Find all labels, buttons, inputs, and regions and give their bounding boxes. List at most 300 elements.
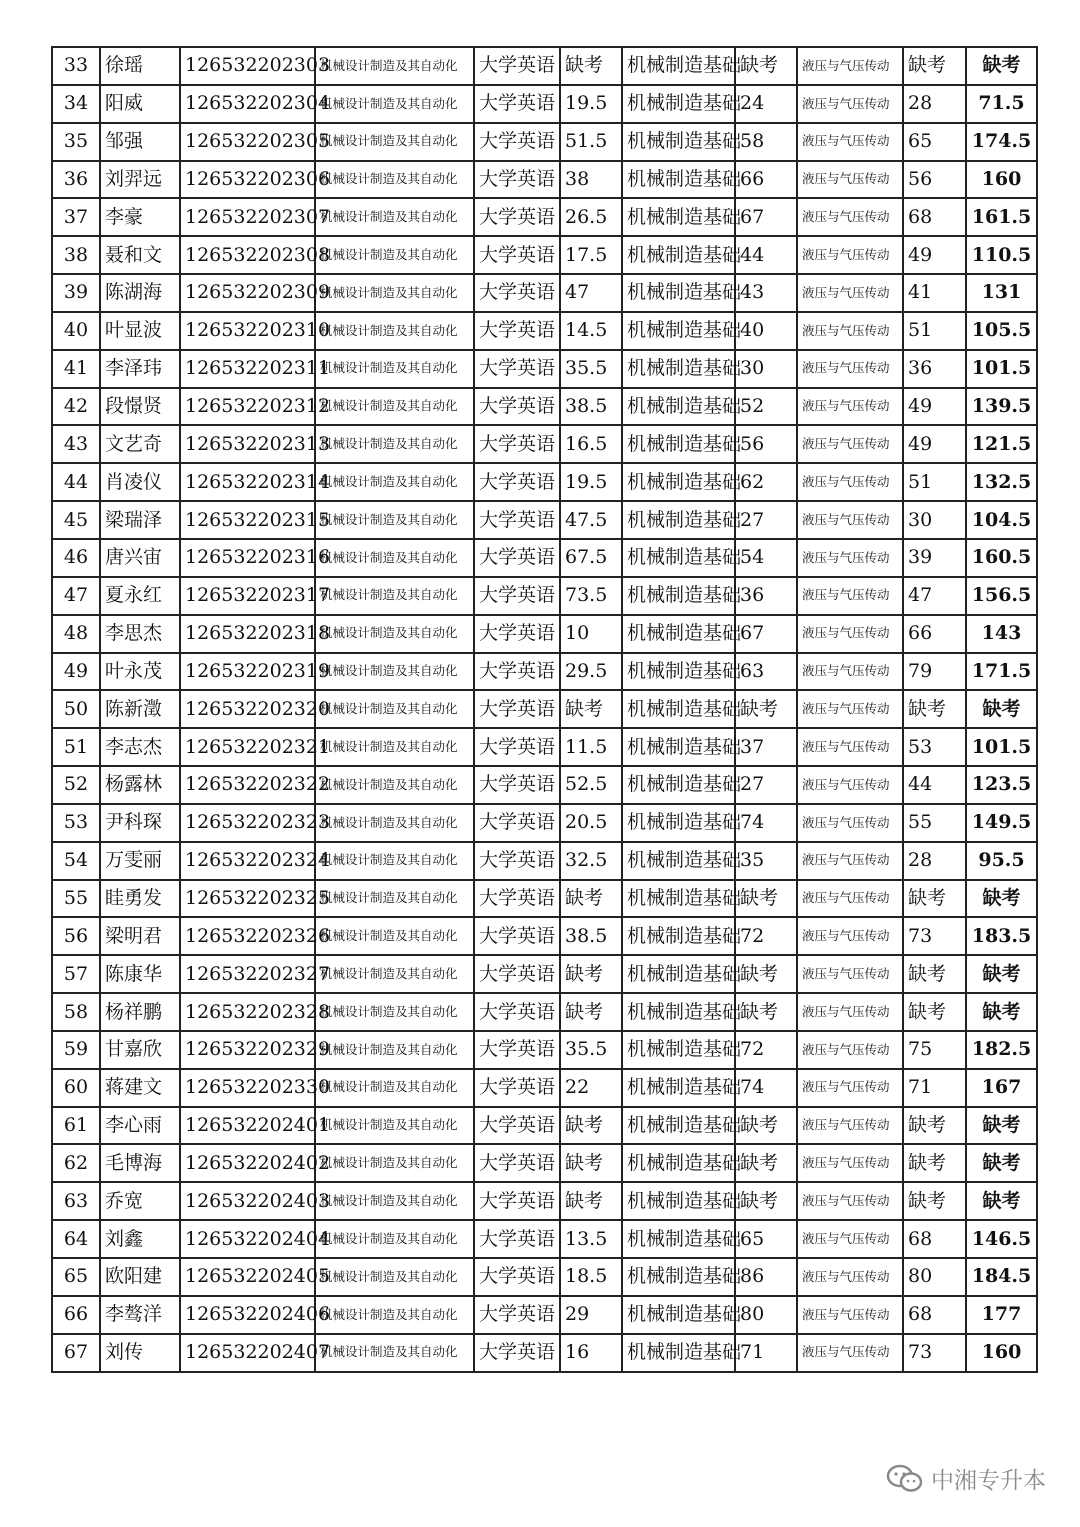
subject-3-score: 73 — [903, 917, 966, 955]
student-id: 126532202406 — [180, 1296, 315, 1334]
major-name: 机械设计制造及其自动化 — [315, 880, 474, 918]
total-score: 104.5 — [966, 501, 1037, 539]
student-name: 杨祥鹏 — [100, 993, 180, 1031]
table-row — [52, 1144, 1037, 1182]
student-id: 126532202308 — [180, 236, 315, 274]
subject-2-name: 机械制造基础 — [622, 388, 735, 426]
subject-2-name: 机械制造基础 — [622, 1069, 735, 1107]
subject-2-name: 机械制造基础 — [622, 1182, 735, 1220]
major-name: 机械设计制造及其自动化 — [315, 425, 474, 463]
major-name: 机械设计制造及其自动化 — [315, 766, 474, 804]
subject-1-score: 73.5 — [560, 577, 622, 615]
subject-2-name: 机械制造基础 — [622, 1031, 735, 1069]
subject-3-score: 73 — [903, 1334, 966, 1372]
subject-1-score: 缺考 — [560, 690, 622, 728]
subject-1-name: 大学英语 — [474, 577, 560, 615]
subject-1-score: 缺考 — [560, 1144, 622, 1182]
subject-2-name: 机械制造基础 — [622, 1107, 735, 1145]
student-id: 126532202327 — [180, 955, 315, 993]
subject-1-name: 大学英语 — [474, 1031, 560, 1069]
subject-2-name: 机械制造基础 — [622, 653, 735, 691]
row-number: 45 — [52, 501, 100, 539]
row-number: 42 — [52, 388, 100, 426]
subject-1-name: 大学英语 — [474, 274, 560, 312]
subject-2-score: 缺考 — [735, 47, 797, 85]
student-name: 徐瑶 — [100, 47, 180, 85]
student-name: 刘羿远 — [100, 161, 180, 199]
subject-1-score: 47.5 — [560, 501, 622, 539]
subject-1-name: 大学英语 — [474, 1220, 560, 1258]
subject-3-name: 液压与气压传动 — [797, 993, 903, 1031]
total-score: 95.5 — [966, 842, 1037, 880]
major-name: 机械设计制造及其自动化 — [315, 653, 474, 691]
subject-1-score: 51.5 — [560, 123, 622, 161]
student-id: 126532202317 — [180, 577, 315, 615]
subject-3-name: 液压与气压传动 — [797, 728, 903, 766]
subject-2-name: 机械制造基础 — [622, 161, 735, 199]
subject-2-name: 机械制造基础 — [622, 123, 735, 161]
subject-1-name: 大学英语 — [474, 425, 560, 463]
total-score: 182.5 — [966, 1031, 1037, 1069]
table-row — [52, 350, 1037, 388]
row-number: 57 — [52, 955, 100, 993]
subject-3-name: 液压与气压传动 — [797, 388, 903, 426]
student-name: 梁瑞泽 — [100, 501, 180, 539]
major-name: 机械设计制造及其自动化 — [315, 274, 474, 312]
row-number: 44 — [52, 463, 100, 501]
subject-2-score: 24 — [735, 85, 797, 123]
total-score: 139.5 — [966, 388, 1037, 426]
student-id: 126532202403 — [180, 1182, 315, 1220]
subject-3-score: 68 — [903, 1296, 966, 1334]
subject-3-score: 68 — [903, 1220, 966, 1258]
student-name: 刘传 — [100, 1334, 180, 1372]
total-score: 132.5 — [966, 463, 1037, 501]
row-number: 38 — [52, 236, 100, 274]
total-score: 缺考 — [966, 955, 1037, 993]
subject-3-score: 28 — [903, 85, 966, 123]
subject-3-name: 液压与气压传动 — [797, 1220, 903, 1258]
student-name: 李豪 — [100, 198, 180, 236]
total-score: 177 — [966, 1296, 1037, 1334]
student-name: 杨露林 — [100, 766, 180, 804]
student-id: 126532202323 — [180, 804, 315, 842]
subject-3-name: 液压与气压传动 — [797, 1144, 903, 1182]
subject-1-name: 大学英语 — [474, 917, 560, 955]
subject-2-score: 67 — [735, 615, 797, 653]
subject-3-name: 液压与气压传动 — [797, 690, 903, 728]
student-name: 李心雨 — [100, 1107, 180, 1145]
total-score: 160 — [966, 1334, 1037, 1372]
total-score: 缺考 — [966, 690, 1037, 728]
subject-3-score: 缺考 — [903, 993, 966, 1031]
row-number: 61 — [52, 1107, 100, 1145]
student-name: 陈湖海 — [100, 274, 180, 312]
total-score: 183.5 — [966, 917, 1037, 955]
table-row — [52, 274, 1037, 312]
total-score: 121.5 — [966, 425, 1037, 463]
subject-1-score: 缺考 — [560, 955, 622, 993]
subject-2-score: 35 — [735, 842, 797, 880]
subject-3-score: 68 — [903, 198, 966, 236]
student-id: 126532202303 — [180, 47, 315, 85]
student-name: 眭勇发 — [100, 880, 180, 918]
total-score: 缺考 — [966, 993, 1037, 1031]
subject-3-name: 液压与气压传动 — [797, 1296, 903, 1334]
row-number: 37 — [52, 198, 100, 236]
student-id: 126532202305 — [180, 123, 315, 161]
subject-1-name: 大学英语 — [474, 1182, 560, 1220]
row-number: 64 — [52, 1220, 100, 1258]
row-number: 65 — [52, 1258, 100, 1296]
subject-3-name: 液压与气压传动 — [797, 198, 903, 236]
subject-2-name: 机械制造基础 — [622, 463, 735, 501]
major-name: 机械设计制造及其自动化 — [315, 690, 474, 728]
student-id: 126532202307 — [180, 198, 315, 236]
subject-2-score: 27 — [735, 501, 797, 539]
student-id: 126532202314 — [180, 463, 315, 501]
total-score: 131 — [966, 274, 1037, 312]
subject-3-score: 56 — [903, 161, 966, 199]
table-row — [52, 425, 1037, 463]
total-score: 123.5 — [966, 766, 1037, 804]
subject-2-score: 74 — [735, 804, 797, 842]
row-number: 52 — [52, 766, 100, 804]
student-id: 126532202313 — [180, 425, 315, 463]
subject-2-name: 机械制造基础 — [622, 577, 735, 615]
student-name: 李泽玮 — [100, 350, 180, 388]
subject-1-name: 大学英语 — [474, 236, 560, 274]
subject-2-score: 27 — [735, 766, 797, 804]
subject-1-name: 大学英语 — [474, 653, 560, 691]
major-name: 机械设计制造及其自动化 — [315, 236, 474, 274]
student-name: 叶显波 — [100, 312, 180, 350]
row-number: 41 — [52, 350, 100, 388]
major-name: 机械设计制造及其自动化 — [315, 1220, 474, 1258]
subject-1-name: 大学英语 — [474, 161, 560, 199]
major-name: 机械设计制造及其自动化 — [315, 463, 474, 501]
row-number: 66 — [52, 1296, 100, 1334]
subject-3-score: 80 — [903, 1258, 966, 1296]
subject-1-name: 大学英语 — [474, 463, 560, 501]
subject-1-score: 16 — [560, 1334, 622, 1372]
subject-2-score: 缺考 — [735, 955, 797, 993]
subject-3-name: 液压与气压传动 — [797, 425, 903, 463]
subject-2-name: 机械制造基础 — [622, 350, 735, 388]
row-number: 35 — [52, 123, 100, 161]
subject-1-name: 大学英语 — [474, 312, 560, 350]
total-score: 缺考 — [966, 47, 1037, 85]
major-name: 机械设计制造及其自动化 — [315, 388, 474, 426]
subject-3-score: 28 — [903, 842, 966, 880]
subject-2-name: 机械制造基础 — [622, 1220, 735, 1258]
subject-2-name: 机械制造基础 — [622, 85, 735, 123]
subject-2-name: 机械制造基础 — [622, 615, 735, 653]
subject-1-name: 大学英语 — [474, 85, 560, 123]
subject-2-name: 机械制造基础 — [622, 1334, 735, 1372]
subject-2-score: 72 — [735, 1031, 797, 1069]
major-name: 机械设计制造及其自动化 — [315, 1182, 474, 1220]
major-name: 机械设计制造及其自动化 — [315, 539, 474, 577]
table-row — [52, 955, 1037, 993]
table-row — [52, 198, 1037, 236]
subject-1-score: 13.5 — [560, 1220, 622, 1258]
table-row — [52, 653, 1037, 691]
student-name: 李骜洋 — [100, 1296, 180, 1334]
total-score: 161.5 — [966, 198, 1037, 236]
subject-1-name: 大学英语 — [474, 1069, 560, 1107]
row-number: 43 — [52, 425, 100, 463]
student-name: 唐兴宙 — [100, 539, 180, 577]
major-name: 机械设计制造及其自动化 — [315, 123, 474, 161]
total-score: 101.5 — [966, 350, 1037, 388]
student-id: 126532202402 — [180, 1144, 315, 1182]
subject-2-name: 机械制造基础 — [622, 804, 735, 842]
subject-1-name: 大学英语 — [474, 615, 560, 653]
student-name: 聂和文 — [100, 236, 180, 274]
row-number: 49 — [52, 653, 100, 691]
table-row — [52, 993, 1037, 1031]
student-name: 毛博海 — [100, 1144, 180, 1182]
row-number: 67 — [52, 1334, 100, 1372]
subject-3-name: 液压与气压传动 — [797, 1258, 903, 1296]
subject-2-score: 72 — [735, 917, 797, 955]
subject-3-score: 30 — [903, 501, 966, 539]
subject-1-score: 35.5 — [560, 350, 622, 388]
total-score: 110.5 — [966, 236, 1037, 274]
subject-3-name: 液压与气压传动 — [797, 47, 903, 85]
subject-3-score: 79 — [903, 653, 966, 691]
subject-1-score: 16.5 — [560, 425, 622, 463]
subject-1-score: 缺考 — [560, 1107, 622, 1145]
subject-3-name: 液压与气压传动 — [797, 463, 903, 501]
watermark-text: 中湘专升本 — [931, 1468, 1046, 1494]
total-score: 149.5 — [966, 804, 1037, 842]
row-number: 54 — [52, 842, 100, 880]
table-row — [52, 236, 1037, 274]
subject-3-name: 液压与气压传动 — [797, 312, 903, 350]
row-number: 63 — [52, 1182, 100, 1220]
student-id: 126532202315 — [180, 501, 315, 539]
subject-3-score: 44 — [903, 766, 966, 804]
student-id: 126532202318 — [180, 615, 315, 653]
subject-3-score: 49 — [903, 236, 966, 274]
table-row — [52, 1296, 1037, 1334]
subject-1-name: 大学英语 — [474, 123, 560, 161]
subject-1-name: 大学英语 — [474, 388, 560, 426]
subject-1-score: 35.5 — [560, 1031, 622, 1069]
subject-3-score: 49 — [903, 425, 966, 463]
subject-1-name: 大学英语 — [474, 766, 560, 804]
subject-3-name: 液压与气压传动 — [797, 917, 903, 955]
subject-2-score: 36 — [735, 577, 797, 615]
subject-3-score: 缺考 — [903, 1182, 966, 1220]
subject-2-score: 66 — [735, 161, 797, 199]
subject-2-score: 40 — [735, 312, 797, 350]
subject-1-score: 38.5 — [560, 388, 622, 426]
subject-3-score: 51 — [903, 463, 966, 501]
subject-1-name: 大学英语 — [474, 1107, 560, 1145]
student-id: 126532202320 — [180, 690, 315, 728]
total-score: 缺考 — [966, 1144, 1037, 1182]
subject-3-score: 53 — [903, 728, 966, 766]
subject-3-name: 液压与气压传动 — [797, 274, 903, 312]
subject-3-name: 液压与气压传动 — [797, 161, 903, 199]
row-number: 55 — [52, 880, 100, 918]
student-id: 126532202329 — [180, 1031, 315, 1069]
table-row — [52, 615, 1037, 653]
subject-2-name: 机械制造基础 — [622, 425, 735, 463]
score-table — [51, 46, 1038, 1373]
student-name: 欧阳建 — [100, 1258, 180, 1296]
row-number: 56 — [52, 917, 100, 955]
row-number: 47 — [52, 577, 100, 615]
major-name: 机械设计制造及其自动化 — [315, 350, 474, 388]
total-score: 146.5 — [966, 1220, 1037, 1258]
major-name: 机械设计制造及其自动化 — [315, 804, 474, 842]
table-row — [52, 842, 1037, 880]
subject-1-name: 大学英语 — [474, 1258, 560, 1296]
subject-2-score: 86 — [735, 1258, 797, 1296]
subject-2-name: 机械制造基础 — [622, 766, 735, 804]
subject-2-name: 机械制造基础 — [622, 917, 735, 955]
subject-2-name: 机械制造基础 — [622, 728, 735, 766]
subject-3-score: 36 — [903, 350, 966, 388]
student-name: 陈新澂 — [100, 690, 180, 728]
table-row — [52, 728, 1037, 766]
student-id: 126532202404 — [180, 1220, 315, 1258]
total-score: 160 — [966, 161, 1037, 199]
student-id: 126532202316 — [180, 539, 315, 577]
subject-3-name: 液压与气压传动 — [797, 123, 903, 161]
table-row — [52, 804, 1037, 842]
subject-2-score: 缺考 — [735, 1182, 797, 1220]
subject-1-score: 缺考 — [560, 47, 622, 85]
row-number: 46 — [52, 539, 100, 577]
subject-2-score: 37 — [735, 728, 797, 766]
subject-1-score: 19.5 — [560, 463, 622, 501]
major-name: 机械设计制造及其自动化 — [315, 577, 474, 615]
row-number: 33 — [52, 47, 100, 85]
student-name: 文艺奇 — [100, 425, 180, 463]
subject-2-name: 机械制造基础 — [622, 312, 735, 350]
student-name: 夏永红 — [100, 577, 180, 615]
subject-3-name: 液压与气压传动 — [797, 615, 903, 653]
subject-1-name: 大学英语 — [474, 842, 560, 880]
subject-3-name: 液压与气压传动 — [797, 955, 903, 993]
student-id: 126532202326 — [180, 917, 315, 955]
major-name: 机械设计制造及其自动化 — [315, 842, 474, 880]
subject-1-score: 47 — [560, 274, 622, 312]
major-name: 机械设计制造及其自动化 — [315, 1144, 474, 1182]
table-row — [52, 917, 1037, 955]
major-name: 机械设计制造及其自动化 — [315, 993, 474, 1031]
total-score: 缺考 — [966, 1107, 1037, 1145]
row-number: 51 — [52, 728, 100, 766]
subject-1-score: 20.5 — [560, 804, 622, 842]
subject-2-name: 机械制造基础 — [622, 539, 735, 577]
student-id: 126532202309 — [180, 274, 315, 312]
student-name: 肖凌仪 — [100, 463, 180, 501]
subject-3-name: 液压与气压传动 — [797, 236, 903, 274]
subject-1-score: 29 — [560, 1296, 622, 1334]
table-row — [52, 47, 1037, 85]
major-name: 机械设计制造及其自动化 — [315, 955, 474, 993]
subject-3-name: 液压与气压传动 — [797, 501, 903, 539]
subject-3-name: 液压与气压传动 — [797, 577, 903, 615]
student-name: 梁明君 — [100, 917, 180, 955]
subject-2-score: 缺考 — [735, 993, 797, 1031]
major-name: 机械设计制造及其自动化 — [315, 312, 474, 350]
row-number: 36 — [52, 161, 100, 199]
subject-3-name: 液压与气压传动 — [797, 1334, 903, 1372]
table-row — [52, 766, 1037, 804]
student-id: 126532202310 — [180, 312, 315, 350]
subject-3-score: 47 — [903, 577, 966, 615]
total-score: 缺考 — [966, 1182, 1037, 1220]
subject-1-name: 大学英语 — [474, 1296, 560, 1334]
subject-3-score: 缺考 — [903, 690, 966, 728]
student-name: 阳威 — [100, 85, 180, 123]
major-name: 机械设计制造及其自动化 — [315, 1258, 474, 1296]
total-score: 156.5 — [966, 577, 1037, 615]
subject-3-name: 液压与气压传动 — [797, 1031, 903, 1069]
total-score: 184.5 — [966, 1258, 1037, 1296]
subject-1-score: 22 — [560, 1069, 622, 1107]
major-name: 机械设计制造及其自动化 — [315, 728, 474, 766]
major-name: 机械设计制造及其自动化 — [315, 615, 474, 653]
total-score: 171.5 — [966, 653, 1037, 691]
watermark — [885, 1462, 1046, 1495]
row-number: 48 — [52, 615, 100, 653]
subject-1-name: 大学英语 — [474, 804, 560, 842]
table-row — [52, 1031, 1037, 1069]
subject-1-score: 缺考 — [560, 1182, 622, 1220]
row-number: 59 — [52, 1031, 100, 1069]
subject-2-name: 机械制造基础 — [622, 993, 735, 1031]
student-id: 126532202330 — [180, 1069, 315, 1107]
subject-2-score: 54 — [735, 539, 797, 577]
subject-2-name: 机械制造基础 — [622, 47, 735, 85]
student-name: 尹科琛 — [100, 804, 180, 842]
subject-1-score: 19.5 — [560, 85, 622, 123]
subject-2-score: 58 — [735, 123, 797, 161]
subject-1-score: 67.5 — [560, 539, 622, 577]
student-name: 乔宽 — [100, 1182, 180, 1220]
student-id: 126532202407 — [180, 1334, 315, 1372]
subject-2-name: 机械制造基础 — [622, 274, 735, 312]
score-table-body — [52, 47, 1037, 1372]
subject-3-name: 液压与气压传动 — [797, 880, 903, 918]
subject-2-score: 74 — [735, 1069, 797, 1107]
subject-2-score: 44 — [735, 236, 797, 274]
table-row — [52, 1258, 1037, 1296]
subject-1-name: 大学英语 — [474, 993, 560, 1031]
student-id: 126532202325 — [180, 880, 315, 918]
subject-3-score: 缺考 — [903, 1144, 966, 1182]
row-number: 53 — [52, 804, 100, 842]
subject-2-name: 机械制造基础 — [622, 690, 735, 728]
subject-3-score: 41 — [903, 274, 966, 312]
student-id: 126532202322 — [180, 766, 315, 804]
total-score: 101.5 — [966, 728, 1037, 766]
total-score: 174.5 — [966, 123, 1037, 161]
subject-1-score: 32.5 — [560, 842, 622, 880]
subject-2-name: 机械制造基础 — [622, 955, 735, 993]
row-number: 39 — [52, 274, 100, 312]
subject-1-name: 大学英语 — [474, 690, 560, 728]
subject-2-score: 80 — [735, 1296, 797, 1334]
